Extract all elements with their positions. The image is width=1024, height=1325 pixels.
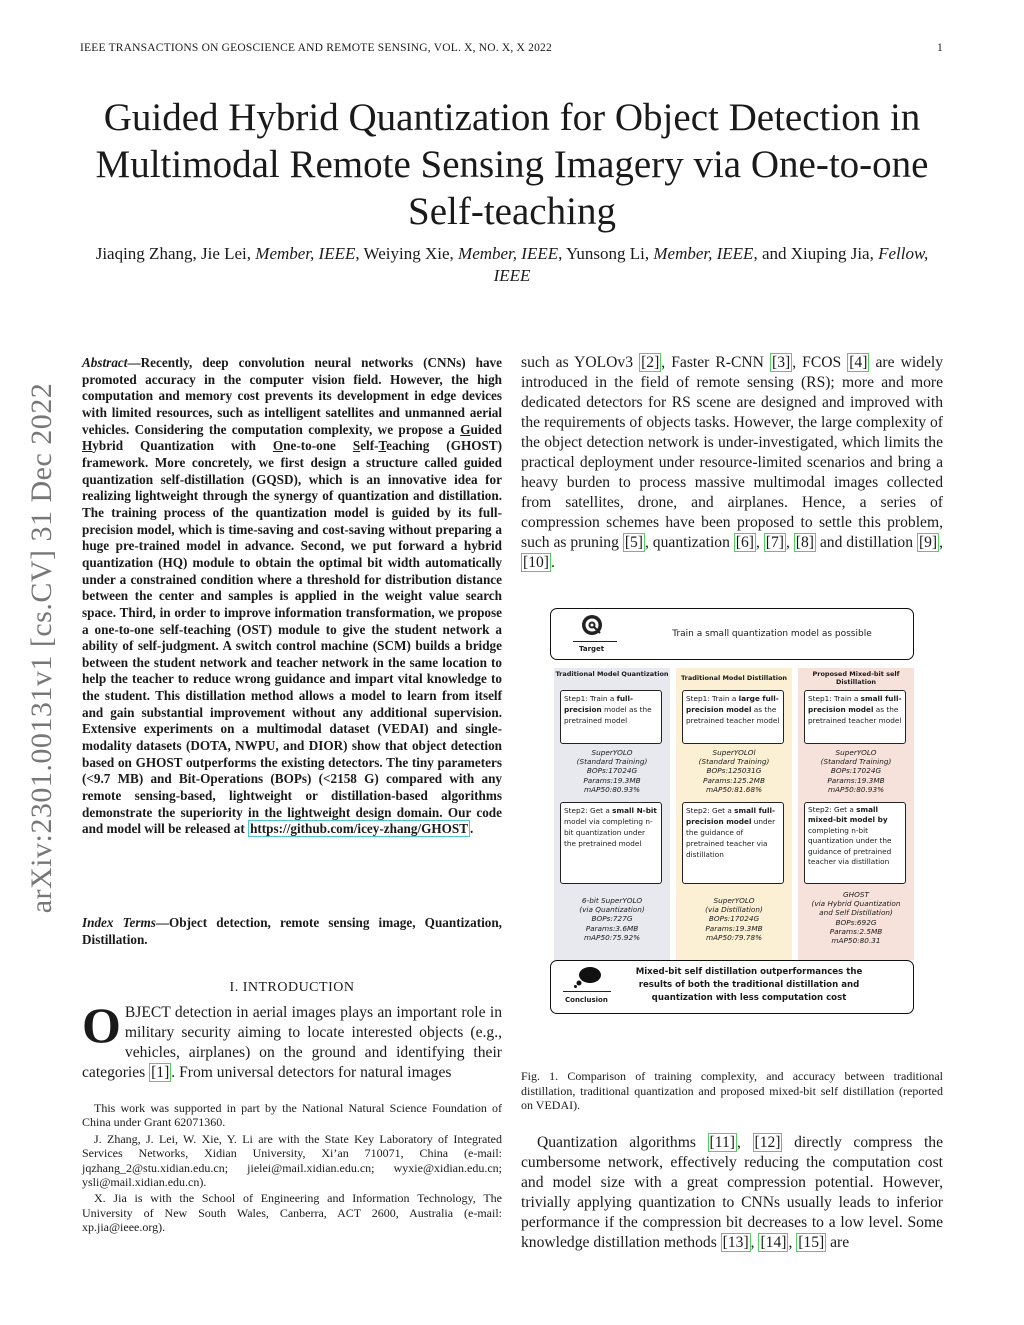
result-block (554, 748, 670, 794)
step2-box (682, 802, 784, 884)
citation-link[interactable]: [8] (795, 534, 814, 551)
body-text: are (826, 1234, 850, 1251)
body-text: and distillation (815, 534, 917, 551)
result-line: BOPs:692G (835, 917, 877, 927)
abstract-text: uided (470, 421, 502, 437)
author-membership: Member, IEEE (255, 244, 356, 263)
target-box (550, 608, 914, 660)
body-text: , (788, 1234, 797, 1251)
step-emphasis: small N-bit (612, 806, 657, 815)
citation-link[interactable]: [4] (849, 354, 868, 371)
citation-link[interactable]: [5] (624, 534, 643, 551)
right-column-paragraph (521, 353, 943, 573)
author-membership: Member, IEEE (458, 244, 559, 263)
result-line: mAP50:80.93% (583, 784, 641, 794)
result-line: SuperYOLO (713, 896, 755, 905)
result-line: Params:19.3MB (583, 775, 641, 785)
step-emphasis: small full-precision model (808, 694, 902, 714)
body-text: , (755, 534, 764, 551)
target-label: Target (579, 645, 605, 653)
author-membership: Fellow, IEEE (493, 244, 929, 285)
step-text: completing n-bit quantization under the guidance of pretrained teacher via distillation (808, 825, 892, 867)
body-text: , (736, 1134, 753, 1151)
step-text: as the pretrained teacher model (686, 705, 780, 725)
result-line: GHOST (843, 890, 869, 899)
citation-link[interactable]: [10] (523, 554, 549, 571)
result-line: Params:125.2MB (703, 775, 765, 785)
result-block (676, 748, 792, 794)
target-icon (581, 614, 603, 636)
step-text: Step2: Get a (808, 805, 857, 814)
step-emphasis: small full-precision model (686, 806, 775, 826)
step-text: under the guidance of pretrained teacher via distillation (686, 817, 776, 859)
author-names: , Yunsong Li, (558, 244, 654, 263)
citation-link[interactable]: [7] (765, 534, 784, 551)
acronym-letter: H (82, 438, 93, 454)
acronym-letter: T (378, 438, 387, 454)
abstract-lead: Abstract (82, 355, 128, 370)
result-line: (Standard Training) (820, 757, 892, 767)
citation-link[interactable]: [6] (735, 534, 754, 551)
column-quantization (554, 668, 670, 960)
body-paragraph (521, 1133, 943, 1253)
result-block (798, 890, 914, 945)
step-text: Step2: Get a (564, 806, 613, 815)
step-text: Step2: Get a (686, 806, 735, 815)
column-distillation (676, 668, 792, 960)
conclusion-label: Conclusion (565, 996, 608, 1004)
result-line: BOPs:17024G (586, 766, 638, 776)
result-line: mAP50:81.68% (705, 784, 763, 794)
body-text: Quantization algorithms (537, 1134, 708, 1151)
citation-link[interactable]: [15] (798, 1234, 825, 1251)
abstract-text: elf- (360, 438, 379, 454)
abstract-text: —Recently, deep convolution neural networks (CNNs) have promoted accuracy in the computer vision field. However, the high computation and memory cost prevents its development in edge devices with limited resources, such as intelligent satellites and unmanned aerial vehicles. Considering the computation complexity, we propose a (82, 355, 502, 437)
step-text: Step1: Train a (686, 694, 739, 703)
body-text: directly compress the cumbersome network, effectively reducing the computation cost and model size with a great compression potential. However, trivially applying quantization to CNNs usually leads to inferior performance if the compression bit decreases to a low level. Some knowledge distillation methods (521, 1134, 943, 1251)
step1-box (804, 690, 906, 744)
citation-link[interactable]: [12] (754, 1134, 781, 1151)
index-terms (82, 915, 502, 948)
step-text: Step1: Train a (564, 694, 617, 703)
body-text: , (939, 534, 944, 551)
result-line: (via Hybrid Quantization (811, 899, 901, 909)
result-block (676, 896, 792, 942)
column-heading: Proposed Mixed-bit self Distillation (812, 670, 900, 686)
figure-caption: Fig. 1. Comparison of training complexity, and accuracy between traditional distillation, traditional quantization and proposed mixed-bit self distillation (reported on VEDAI). (521, 1069, 943, 1112)
citation-link[interactable]: [1] (151, 1064, 170, 1081)
result-line: Params:3.6MB (585, 923, 639, 933)
citation-link[interactable]: [2] (641, 354, 660, 371)
abstract-text: ne-to-one (283, 438, 353, 454)
acronym-letter: O (272, 438, 284, 454)
intro-text: . From universal detectors for natural images (171, 1064, 452, 1081)
result-line: BOPs:17024G (830, 766, 882, 776)
step1-box (560, 690, 662, 744)
right-column-paragraph (521, 1133, 943, 1253)
acronym-letter: S (352, 438, 361, 454)
body-text: , (785, 534, 794, 551)
result-line: 6-bit SuperYOLO (581, 896, 643, 905)
result-block (798, 748, 914, 794)
target-text: Train a small quantization model as possible (672, 629, 872, 639)
result-line: mAP50:80.31 (831, 936, 881, 946)
citation-link[interactable]: [9] (918, 534, 938, 551)
body-text: . (550, 554, 555, 571)
arxiv-stamp (12, 353, 72, 943)
conclusion-divider (563, 991, 611, 992)
author-list (80, 243, 944, 287)
paper-title: Guided Hybrid Quantization for Object Detection in Multimodal Remote Sensing Imagery via One-to-one Self-teaching (95, 96, 929, 233)
result-line: (Standard Training) (698, 757, 770, 767)
abstract-text: eaching (GHOST) framework. More concretely, we first design a structure called guided quantization self-distillation (GQSD), which is an innovative idea for realizing lightweight through the synergy of quantization and distillation. The training process of the quantization model is guided by its full-precision model, which is time-saving and cost-saving without preparing a huge pre-trained model in advance. Second, we put forward a hybrid quantization (HQ) module to obtain the optimal bit width automatically under a constrained condition where a threshold for distribution distance between the center and samples is applied in the weight value search space. Third, in order to improve information transformation, we propose a one-to-one self-teaching (OST) module to give the student network a ability of self-judgment. A switch control machine (SCM) builds a bridge between the student network and teacher network in the same location to help the teacher to reduce wrong guidance and impart vital knowledge to the student. This distillation method allows a model to learn from itself and gain substantial improvement without any additional supervision. Extensive experiments on a multimodal dataset (VEDAI) and single-modality datasets (DOTA, NWPU, and DIOR) show that object detection based on GHOST outperforms the existing detectors. The tiny parameters (<9.7 MB) and Bit-Operations (BOPs) (<2158 G) compared with any remote sensing-based, lightweight or distillation-based algorithms demonstrate the superiority in the lightweight design domain. Our code and model will be released at (82, 438, 502, 837)
conclusion-box (550, 960, 914, 1014)
result-line: BOPs:125031G (706, 766, 762, 776)
body-text: , (750, 1234, 759, 1251)
thought-bubble-icon (573, 966, 603, 988)
running-header: IEEE TRANSACTIONS ON GEOSCIENCE AND REMOTE SENSING, VOL. X, NO. X, X 2022 (80, 42, 552, 54)
result-line: BOPs:727G (591, 914, 633, 924)
result-line: SuperYOLO (591, 748, 633, 757)
step2-box (804, 802, 906, 884)
result-line: and Self Distillation) (819, 908, 893, 918)
citation-link[interactable]: [13] (722, 1234, 749, 1251)
section-heading: I. INTRODUCTION (229, 980, 355, 995)
step-text: Step1: Train a (808, 694, 861, 703)
body-text: are widely introduced in the field of remote sensing (RS); more and more dedicated detectors for RS scene are designed and improved with the requirements of objects tasks. However, the large complexity of the object detection network is under-investigated, which limits the practical deployment under resource-limited scenarios and bring a heavy burden to process massive multimodal images collected from satellites, drone, and airplanes. Hence, a series of compression schemes have been proposed to settle this problem, such as pruning (521, 354, 944, 551)
result-line: mAP50:80.93% (827, 784, 885, 794)
abstract-end: . (470, 821, 474, 837)
footnote-funding: This work was supported in part by the National Natural Science Foundation of China under Grant 62071360. (82, 1101, 502, 1130)
result-line: (via Quantization) (579, 905, 645, 915)
result-line: Params:19.3MB (827, 775, 885, 785)
body-text: , quantization (645, 534, 734, 551)
result-line: mAP50:75.92% (583, 932, 641, 942)
figure-1 (550, 606, 920, 1018)
index-terms-text: —Object detection, remote sensing image, Quantization, Distillation. (82, 915, 502, 947)
author-names: , Weiying Xie, (355, 244, 459, 263)
target-divider (573, 641, 617, 642)
step-text: model as the pretrained model (564, 705, 652, 725)
citation-link[interactable]: [11] (709, 1134, 735, 1151)
drop-cap: O (82, 997, 121, 1053)
footnote-affiliation: X. Jia is with the School of Engineering and Information Technology, The University of New South Wales, Canberra, ACT 2600, Australia (e-mail: xp.jia@ieee.org). (82, 1191, 502, 1235)
result-line: Params:2.5MB (829, 926, 883, 936)
step2-box (560, 802, 662, 884)
author-membership: Member, IEEE (653, 244, 754, 263)
index-terms-lead: Index Terms (82, 915, 156, 930)
result-line: Params:19.3MB (705, 923, 763, 933)
body-text: , FCOS (792, 354, 848, 371)
citation-link[interactable]: [3] (772, 354, 791, 371)
result-line: SuperYOLO (835, 748, 877, 757)
step-text: as the pretrained teacher model (808, 705, 902, 725)
step-text: model via completing n-bit quantization under the pretrained model (564, 817, 653, 848)
intro-paragraph (82, 997, 502, 1083)
conclusion-text: Mixed-bit self distillation outperformances the results of both the traditional distillation and quantization with less computation cost (635, 967, 863, 1003)
intro-text: BJECT detection in aerial images plays an important role in military security aiming to locate interested objects (e.g., vehicles, airplanes) on the ground and identifying their categories (82, 1004, 502, 1081)
result-line: mAP50:79.78% (705, 932, 763, 942)
abstract-text: ybrid Quantization with (92, 438, 273, 454)
step1-box (682, 690, 784, 744)
step-emphasis: small mixed-bit model by (808, 805, 888, 825)
page-number: 1 (937, 42, 943, 54)
footnotes (82, 1101, 502, 1237)
acronym-letter: G (460, 421, 471, 437)
footnote-affiliation: J. Zhang, J. Lei, W. Xie, Y. Li are with the State Key Laboratory of Integrated Services Networks, Xidian University, Xi’an 710071, China (e-mail: jqzhang_2@stu.xidian.edu.cn; jielei@mail.xidian.edu.cn; wyxie@xidian.edu.cn; ysli@mail.xidian.edu.cn). (82, 1131, 502, 1190)
result-line: (via Distillation) (705, 905, 763, 915)
github-link[interactable]: https://github.com/icey-zhang/GHOST (250, 821, 469, 837)
result-line: BOPs:17024G (708, 914, 760, 924)
column-heading: Traditional Model Distillation (680, 674, 788, 682)
result-line: (Standard Training) (576, 757, 648, 767)
citation-link[interactable]: [14] (760, 1234, 787, 1251)
author-names: Jiaqing Zhang, Jie Lei, (95, 244, 256, 263)
result-line: SuperYOLOl (712, 748, 756, 757)
body-text: such as YOLOv3 (521, 354, 640, 371)
body-text: , Faster R-CNN (661, 354, 770, 371)
step-emphasis: large full-precision model (686, 694, 779, 714)
arxiv-id: arXiv:2301.00131v1 [cs.CV] 31 Dec 2022 (25, 382, 58, 914)
column-heading: Traditional Model Quantization (555, 670, 669, 678)
step-emphasis: full-precision (564, 694, 634, 714)
column-mixed-bit (798, 668, 914, 960)
author-names: , and Xiuping Jia, (753, 244, 879, 263)
result-block (554, 896, 670, 942)
abstract (82, 355, 502, 838)
